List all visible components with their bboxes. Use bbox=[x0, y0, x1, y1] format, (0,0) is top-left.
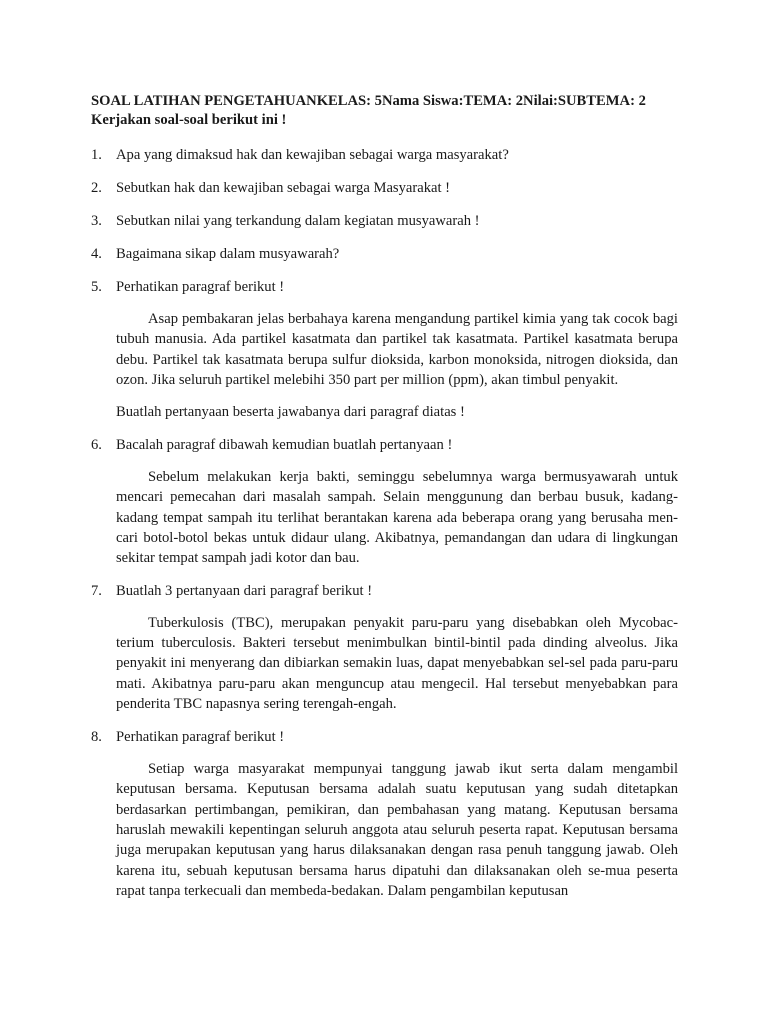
question-number: 6. bbox=[91, 437, 102, 454]
question-3 bbox=[91, 211, 678, 231]
question-text: Apa yang dimaksud hak dan kewajiban sebagai warga masyarakat? bbox=[116, 147, 509, 163]
question-text: Perhatikan paragraf berikut ! bbox=[116, 729, 285, 746]
question-4 bbox=[91, 244, 678, 264]
question-text: Buatlah 3 pertanyaan dari paragraf berikut ! bbox=[116, 582, 373, 599]
paragraph-6: Sebelum melakukan kerja bakti, seminggu sebelumnya warga bermusyawarah untuk mencari pemecahan dari masalah sampah. Selain menggunung dan berbau busuk, kadang-kadang tempat sampah itu terlihat berantakan karena ada beberapa orang yang berusaha men-cari botol-botol bekas untuk didaur ulang. Akibatnya, pemandangan dan udara di lingkungan sekitar tempat sampah jadi kotor dan bau. bbox=[116, 469, 678, 567]
question-7 bbox=[91, 581, 678, 601]
question-8 bbox=[91, 727, 678, 747]
question-1 bbox=[91, 145, 678, 165]
question-number: 3. bbox=[91, 213, 102, 229]
paragraph-5: Asap pembakaran jelas berbahaya karena mengandung partikel kimia yang tak cocok bagi tubuh manusia. Ada partikel kasatmata dan partikel tak kasatmata. Partikel kasatmata berupa debu. Partikel tak kasatmata berupa sulfur dioksida, karbon monoksida, nitrogen dioksida, dan ozon. Jika seluruh partikel melebihi 350 part per million (ppm), akan timbul penyakit. bbox=[116, 311, 678, 388]
document-header: SOAL LATIHAN PENGETAHUANKELAS: 5Nama Siswa:TEMA: 2Nilai:SUBTEMA: 2 bbox=[91, 93, 646, 109]
question-6 bbox=[91, 435, 678, 455]
question-number: 7. bbox=[91, 582, 102, 599]
question-text: Bagaimana sikap dalam musyawarah? bbox=[116, 246, 340, 262]
question-number: 5. bbox=[91, 279, 102, 295]
question-2 bbox=[91, 178, 678, 198]
question-5-instruction: Buatlah pertanyaan beserta jawabanya dari paragraf diatas ! bbox=[116, 404, 465, 421]
question-text: Bacalah paragraf dibawah kemudian buatlah pertanyaan ! bbox=[116, 437, 453, 454]
paragraph-7: Tuberkulosis (TBC), merupakan penyakit paru-paru yang disebabkan oleh Mycobac-terium tuberculosis. Bakteri tersebut menimbulkan bintil-bintil pada dinding alveolus. Jika penyakit ini menyerang dan dibiarkan semakin luas, dapat menyebabkan sel-sel pada paru-paru mati. Akibatnya paru-paru akan menguncup atau mengecil. Hal tersebut menyebabkan para penderita TBC napasnya sering terengah-engah. bbox=[116, 614, 678, 712]
document-page bbox=[91, 92, 678, 901]
question-5 bbox=[91, 277, 678, 297]
question-number: 2. bbox=[91, 180, 102, 196]
question-number: 8. bbox=[91, 729, 102, 746]
paragraph-8: Setiap warga masyarakat mempunyai tanggung jawab ikut serta dalam mengambil keputusan bersama. Keputusan bersama adalah suatu keputusan yang sudah ditetapkan berdasarkan pertimbangan, pemikiran, dan pembahasan yang matang. Keputusan bersama haruslah mewakili kepentingan seluruh anggota atau seluruh peserta rapat. Keputusan bersama juga merupakan keputusan yang harus dilaksanakan dengan rasa penuh tanggung jawab. Oleh karena itu, sebuah keputusan bersama harus dipatuhi dan dilaksanakan oleh se-mua peserta rapat tanpa terkecuali dan membeda-bedakan. Dalam pengambilan keputusan bbox=[116, 761, 678, 899]
question-number: 4. bbox=[91, 246, 102, 262]
question-text: Sebutkan nilai yang terkandung dalam kegiatan musyawarah ! bbox=[116, 213, 480, 229]
document-instruction: Kerjakan soal-soal berikut ini ! bbox=[91, 112, 287, 128]
question-text: Perhatikan paragraf berikut ! bbox=[116, 279, 285, 295]
question-text: Sebutkan hak dan kewajiban sebagai warga Masyarakat ! bbox=[116, 180, 451, 196]
question-number: 1. bbox=[91, 147, 102, 163]
